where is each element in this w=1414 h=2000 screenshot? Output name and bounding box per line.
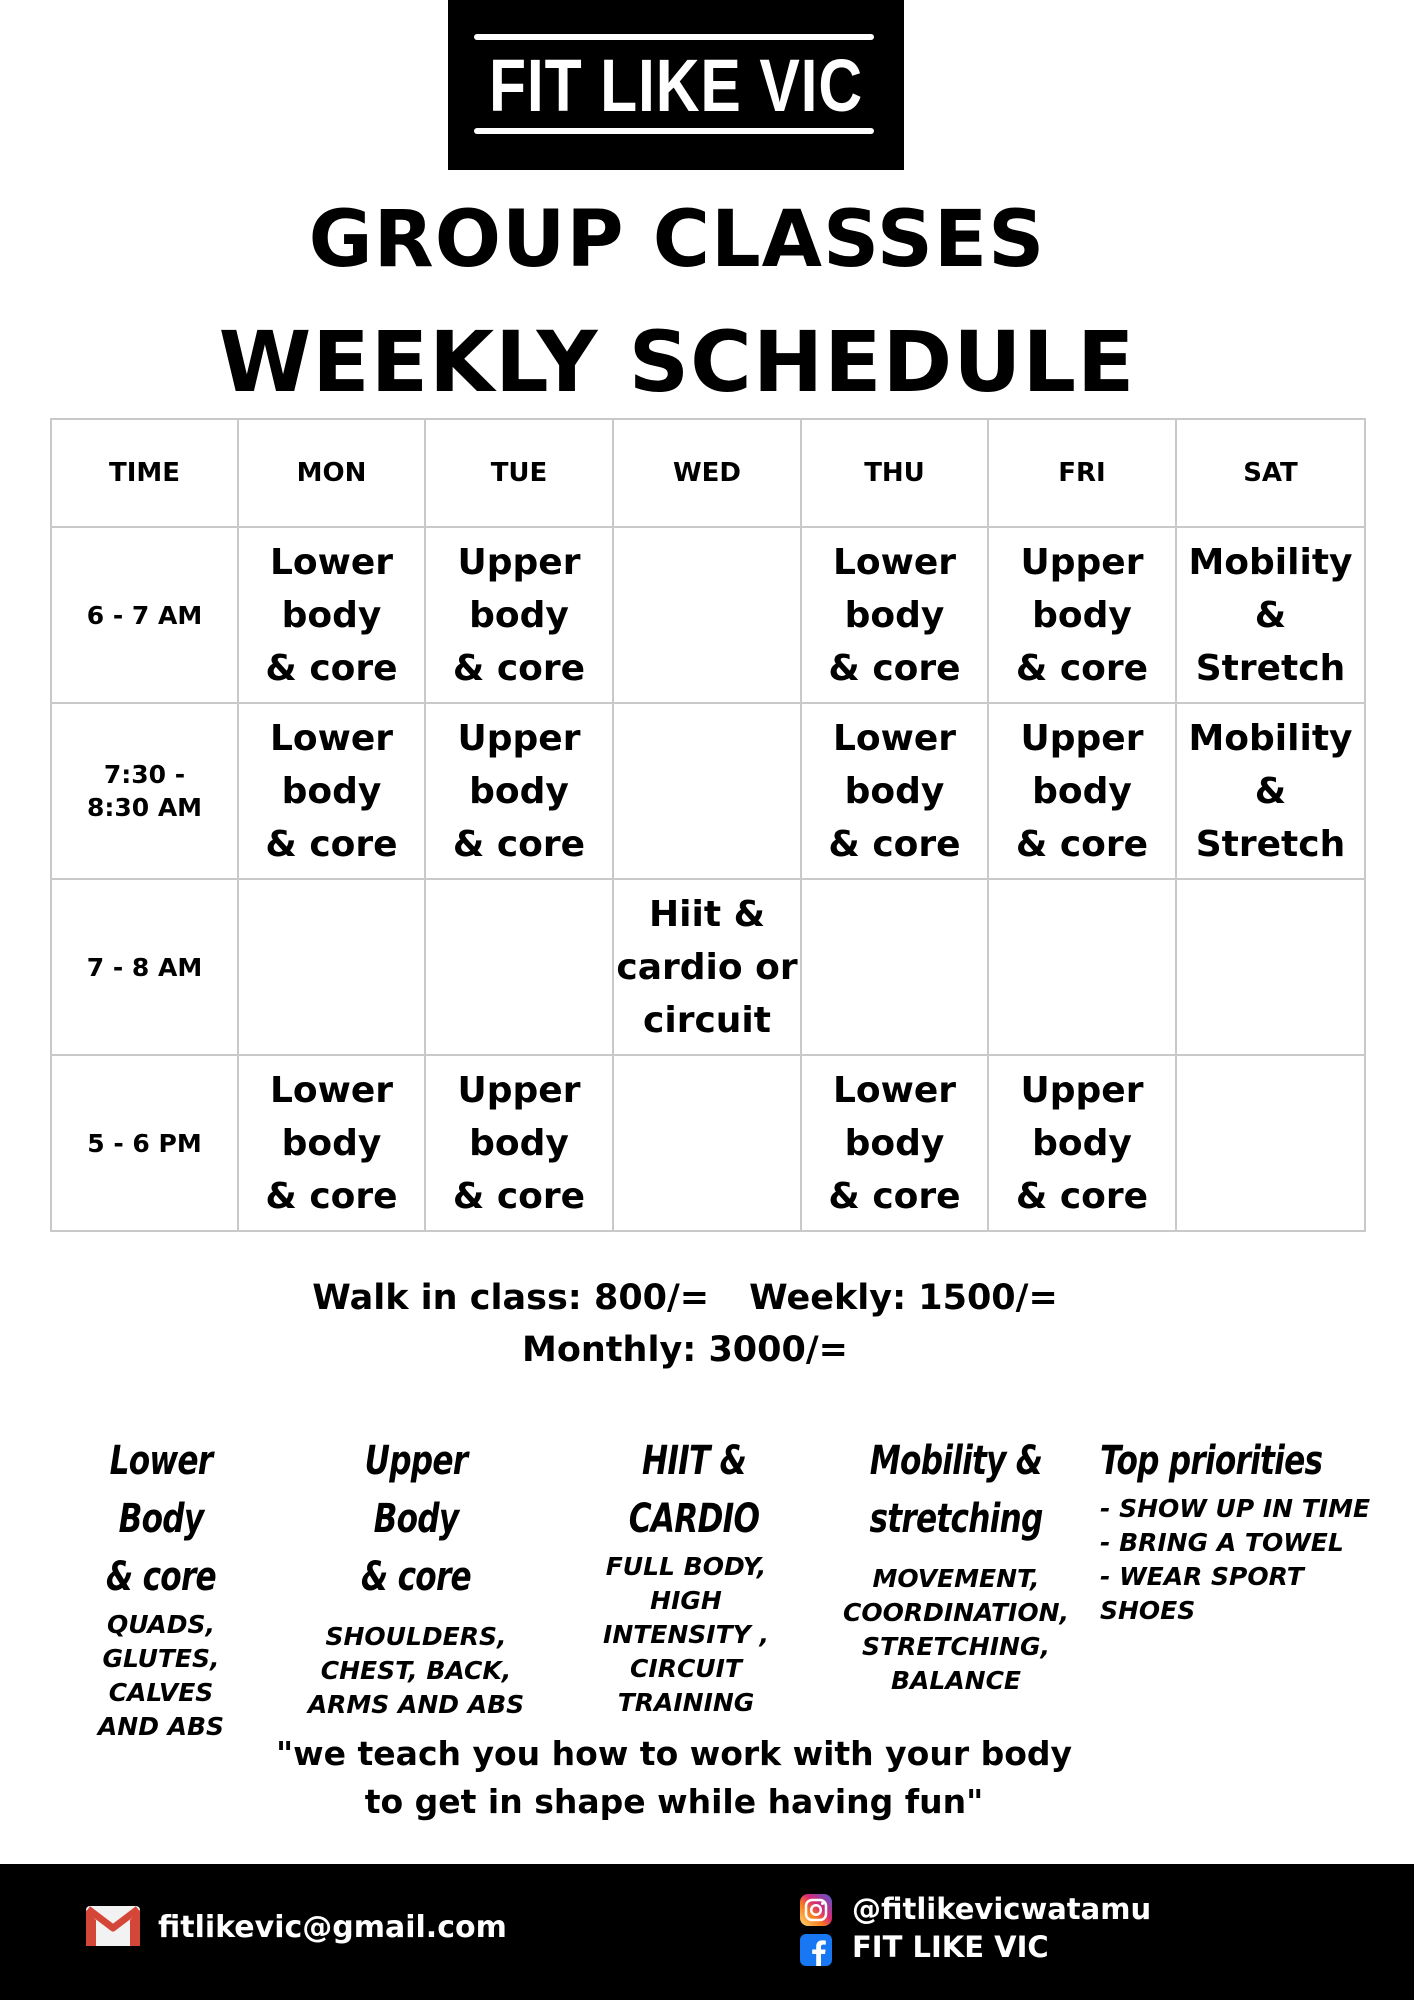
contact-facebook[interactable]: FIT LIKE VIC (852, 1930, 1049, 1964)
table-row (51, 879, 1365, 1055)
priority-item: - WEAR SPORT SHOES (1100, 1562, 1304, 1625)
class-cell: Lower body & core (801, 703, 988, 879)
category-heading: Lower Body & core (106, 1438, 216, 1600)
class-cell: Upper body & core (988, 703, 1176, 879)
price-walk-in: Walk in class: 800/= (312, 1278, 710, 1318)
category-heading: Mobility & stretching (869, 1438, 1043, 1542)
header-tue: TUE (425, 419, 613, 527)
header-wed: WED (613, 419, 801, 527)
header-thu: THU (801, 419, 988, 527)
class-cell: Upper body & core (425, 703, 613, 879)
class-cell: Mobility & Stretch (1176, 703, 1365, 879)
priorities-heading: Top priorities (1100, 1438, 1323, 1484)
category-heading: HIIT & CARDIO (628, 1438, 760, 1542)
class-cell (613, 1055, 801, 1231)
class-cell (613, 527, 801, 703)
contact-instagram[interactable]: @fitlikevicwatamu (852, 1892, 1152, 1926)
class-cell (238, 879, 425, 1055)
time-cell: 6 - 7 AM (51, 527, 238, 703)
table-row (51, 527, 1365, 703)
category-heading: Upper Body & core (361, 1438, 471, 1600)
class-cell: Upper body & core (425, 1055, 613, 1231)
header-sat: SAT (1176, 419, 1365, 527)
category-details: MOVEMENT, COORDINATION, STRETCHING, BALANCE (842, 1564, 1070, 1695)
class-cell: Upper body & core (425, 527, 613, 703)
contact-email[interactable]: fitlikevic@gmail.com (158, 1910, 507, 1945)
category-details: SHOULDERS, CHEST, BACK, ARMS AND ABS (307, 1622, 525, 1719)
category-upper-body (300, 1432, 532, 1722)
category-hiit-cardio (560, 1432, 828, 1720)
top-priorities (1100, 1432, 1400, 1628)
time-cell: 5 - 6 PM (51, 1055, 238, 1231)
logo-top-rule (474, 34, 874, 40)
page-subtitle: WEEKLY SCHEDULE (218, 313, 1136, 411)
class-cell (1176, 1055, 1365, 1231)
class-cell: Lower body & core (801, 527, 988, 703)
class-cell: Lower body & core (801, 1055, 988, 1231)
tagline-quote: "we teach you how to work with your body to get in shape while having fun" (275, 1734, 1073, 1821)
instagram-icon (800, 1894, 832, 1926)
time-cell: 7:30 - 8:30 AM (51, 703, 238, 879)
category-mobility (836, 1432, 1076, 1698)
page-title: GROUP CLASSES (308, 195, 1046, 285)
class-cell: Lower body & core (238, 703, 425, 879)
class-cell: Lower body & core (238, 527, 425, 703)
class-cell (613, 703, 801, 879)
brand-logo (448, 0, 904, 170)
header-time: TIME (51, 419, 238, 527)
table-row (51, 703, 1365, 879)
class-cell: Upper body & core (988, 1055, 1176, 1231)
class-cell: Lower body & core (238, 1055, 425, 1231)
time-cell: 7 - 8 AM (51, 879, 238, 1055)
class-cell (988, 879, 1176, 1055)
logo-bottom-rule (474, 128, 874, 134)
table-row (51, 1055, 1365, 1231)
category-details: QUADS, GLUTES, CALVES AND ABS (97, 1610, 225, 1741)
price-weekly: Weekly: 1500/= (749, 1278, 1058, 1318)
header-mon: MON (238, 419, 425, 527)
class-cell: Hiit & cardio or circuit (613, 879, 801, 1055)
category-lower-body (56, 1432, 266, 1744)
class-cell: Upper body & core (988, 527, 1176, 703)
priority-item: - SHOW UP IN TIME (1100, 1494, 1371, 1523)
header-fri: FRI (988, 419, 1176, 527)
gmail-icon (86, 1906, 140, 1946)
class-cell (425, 879, 613, 1055)
priority-item: - BRING A TOWEL (1100, 1528, 1344, 1557)
schedule-table (50, 418, 1366, 1232)
class-cell (1176, 879, 1365, 1055)
schedule-header-row (51, 419, 1365, 527)
contact-footer (0, 1864, 1414, 2000)
logo-text: FIT LIKE VIC (489, 44, 863, 127)
facebook-icon (800, 1934, 832, 1966)
price-monthly: Monthly: 3000/= (522, 1330, 848, 1370)
pricing (0, 1272, 1370, 1376)
class-cell: Mobility & Stretch (1176, 527, 1365, 703)
category-details: FULL BODY, HIGH INTENSITY , CIRCUIT TRAINING (603, 1552, 769, 1717)
class-cell (801, 879, 988, 1055)
